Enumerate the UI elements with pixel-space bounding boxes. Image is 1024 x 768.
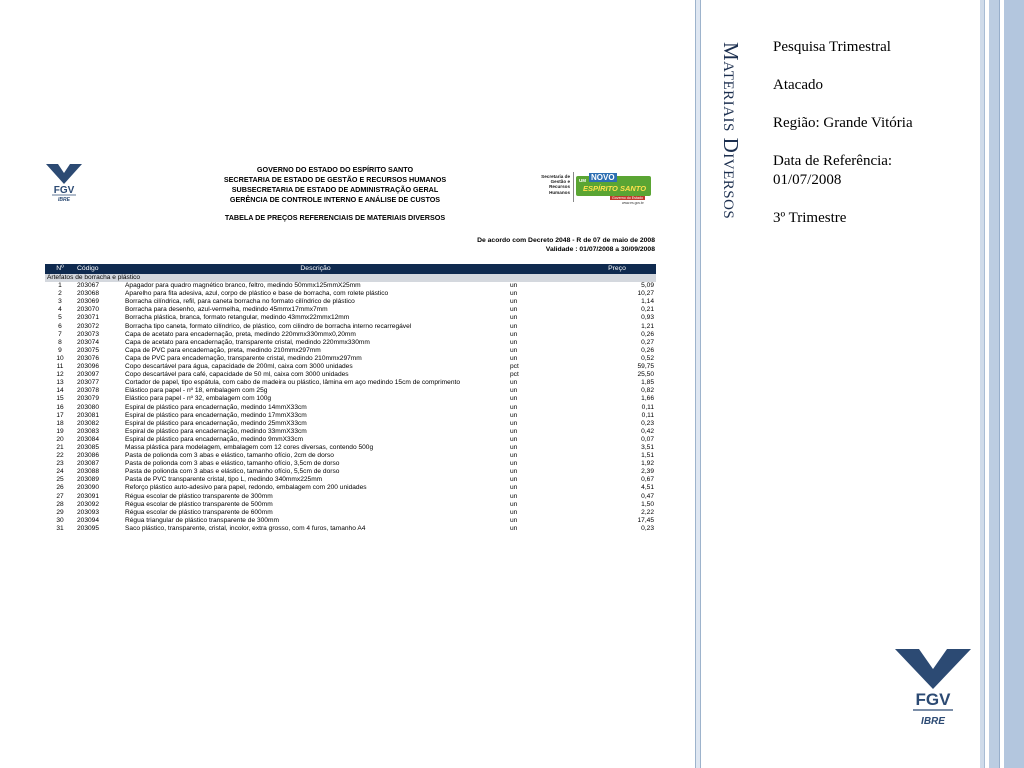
row-unit: un (510, 338, 518, 346)
row-desc: Espiral de plástico para encadernação, medindo 9mmX33cm (125, 435, 304, 443)
row-price: 1,85 (641, 379, 654, 387)
table-row (45, 484, 656, 492)
row-unit: un (510, 460, 518, 468)
row-desc: Espiral de plástico para encadernação, medindo 33mmX33cm (125, 427, 307, 435)
row-code: 203095 (77, 524, 100, 532)
row-unit: un (510, 411, 518, 419)
row-code: 203083 (77, 427, 100, 435)
row-code: 203077 (77, 379, 100, 387)
row-unit: un (510, 435, 518, 443)
row-code: 203090 (77, 484, 100, 492)
row-code: 203091 (77, 492, 100, 500)
row-num: 19 (56, 427, 64, 435)
col-header-num: Nº (45, 264, 75, 274)
row-price: 2,22 (641, 508, 654, 516)
row-unit: un (510, 524, 518, 532)
row-desc: Régua triangular de plástico transparente de 300mm (125, 516, 279, 524)
row-num: 22 (56, 452, 64, 460)
row-num: 16 (56, 403, 64, 411)
header-line: SECRETARIA DE ESTADO DE GESTÃO E RECURSOS HUMANOS (223, 175, 447, 184)
row-unit: un (510, 387, 518, 395)
row-code: 203097 (77, 371, 100, 379)
row-desc: Cortador de papel, tipo espátula, com cabo de madeira ou plástico, lâmina em aço medindo 15cm de comprimento (125, 379, 460, 387)
vertical-title: Materiais Diversos (719, 42, 743, 220)
row-code: 203085 (77, 443, 100, 451)
table-row (45, 395, 656, 403)
row-desc: Borracha cilíndrica, refil, para caneta borracha no formato cilíndrico de plástico (125, 298, 355, 306)
header-line: GERÊNCIA DE CONTROLE INTERNO E ANÁLISE DE CUSTOS (229, 195, 441, 204)
row-num: 28 (56, 500, 64, 508)
row-code: 203086 (77, 452, 100, 460)
ibre-large-text: IBRE (921, 716, 945, 727)
table-row (45, 387, 656, 395)
row-unit: un (510, 354, 518, 362)
row-unit: un (510, 452, 518, 460)
row-num: 8 (58, 338, 62, 346)
table-row (45, 339, 656, 347)
row-num: 20 (56, 435, 64, 443)
table-row (45, 420, 656, 428)
info-segment: Atacado (773, 77, 823, 93)
row-code: 203092 (77, 500, 100, 508)
row-price: 1,14 (641, 298, 654, 306)
row-num: 9 (58, 346, 62, 354)
col-header-desc: Descrição (123, 264, 508, 274)
table-row (45, 298, 656, 306)
table-row (45, 323, 656, 331)
row-num: 21 (56, 443, 64, 451)
row-desc: Reforço plástico auto-adesivo para papel, redondo, embalagem com 200 unidades (125, 484, 367, 492)
row-code: 203071 (77, 314, 100, 322)
row-unit: un (510, 492, 518, 500)
row-price: 0,67 (641, 476, 654, 484)
row-desc: Borracha para desenho, azul-vermelha, medindo 45mmx17mmx7mm (125, 306, 328, 314)
row-desc: Capa de PVC para encadernação, transparente cristal, medindo 210mmx297mm (125, 354, 362, 362)
row-unit: un (510, 298, 518, 306)
row-price: 5,09 (641, 282, 654, 290)
row-desc: Régua escolar de plástico transparente de 600mm (125, 508, 273, 516)
row-code: 203089 (77, 476, 100, 484)
row-code: 203070 (77, 306, 100, 314)
table-row (45, 452, 656, 460)
row-unit: un (510, 379, 518, 387)
row-unit: un (510, 306, 518, 314)
row-num: 23 (56, 460, 64, 468)
row-price: 0,52 (641, 354, 654, 362)
row-desc: Régua escolar de plástico transparente de 500mm (125, 500, 273, 508)
row-price: 0,47 (641, 492, 654, 500)
row-price: 0,82 (641, 387, 654, 395)
row-price: 0,11 (641, 411, 654, 419)
row-num: 14 (56, 387, 64, 395)
row-num: 31 (56, 524, 64, 532)
table-row (45, 355, 656, 363)
table-row (45, 282, 656, 290)
row-price: 10,27 (637, 290, 654, 298)
row-price: 0,42 (641, 427, 654, 435)
row-num: 6 (58, 322, 62, 330)
validity-note (477, 236, 655, 254)
row-unit: un (510, 427, 518, 435)
row-unit: un (510, 443, 518, 451)
row-unit: un (510, 403, 518, 411)
row-desc: Pasta de polionda com 3 abas e elástico, tamanho ofício, 3,5cm de dorso (125, 460, 340, 468)
row-num: 29 (56, 508, 64, 516)
prices-table (45, 264, 656, 533)
row-desc: Copo descartável para café, capacidade de 50 ml, caixa com 3000 unidades (125, 371, 349, 379)
table-row (45, 493, 656, 501)
row-desc: Elástico para papel - nº 18, embalagem com 25g (125, 387, 268, 395)
row-code: 203096 (77, 363, 100, 371)
row-num: 12 (56, 371, 64, 379)
row-unit: un (510, 484, 518, 492)
row-price: 1,92 (641, 460, 654, 468)
row-desc: Pasta de polionda com 3 abas e elástico, tamanho ofício, 2cm de dorso (125, 452, 334, 460)
row-code: 203074 (77, 338, 100, 346)
row-desc: Massa plástica para modelagem, embalagem com 12 cores diversas, contendo 500g (125, 443, 374, 451)
row-desc: Pasta de PVC transparente cristal, tipo L, medindo 340mmx225mm (125, 476, 323, 484)
table-row (45, 460, 656, 468)
row-price: 3,51 (641, 443, 654, 451)
row-unit: un (510, 282, 518, 290)
table-row (45, 444, 656, 452)
decree-line: De acordo com Decreto 2048 - R de 07 de maio de 2008 (477, 237, 655, 244)
table-header-row (45, 264, 656, 274)
table-row (45, 509, 656, 517)
table-row (45, 436, 656, 444)
fgv-logo-large (893, 647, 973, 729)
row-unit: un (510, 468, 518, 476)
row-unit: un (510, 516, 518, 524)
col-header-price: Preço (578, 264, 656, 274)
es-divider (573, 172, 574, 202)
row-code: 203075 (77, 346, 100, 354)
row-price: 0,27 (641, 338, 654, 346)
table-row (45, 314, 656, 322)
es-name-text: ESPÍRITO SANTO (583, 184, 647, 193)
espirito-santo-logo (540, 170, 655, 206)
table-row (45, 517, 656, 525)
row-unit: un (510, 322, 518, 330)
stripe (989, 0, 1000, 768)
row-num: 11 (56, 363, 64, 371)
row-price: 17,45 (637, 516, 654, 524)
es-gov-text: Governo do Estado (612, 196, 643, 200)
table-row (45, 347, 656, 355)
info-panel (773, 38, 943, 247)
table-row (45, 371, 656, 379)
row-desc: Régua escolar de plástico transparente de 300mm (125, 492, 273, 500)
row-price: 1,51 (641, 452, 654, 460)
row-code: 203087 (77, 460, 100, 468)
validity-line: Validade : 01/07/2008 a 30/09/2008 (545, 246, 655, 253)
row-price: 0,21 (641, 306, 654, 314)
row-num: 4 (58, 306, 62, 314)
row-code: 203082 (77, 419, 100, 427)
table-row (45, 363, 656, 371)
fgv-logo-large-text: FGV (915, 690, 951, 709)
row-desc: Espiral de plástico para encadernação, medindo 25mmX33cm (125, 419, 307, 427)
fgv-logo-small (40, 162, 88, 202)
row-price: 0,11 (641, 403, 654, 411)
row-code: 203084 (77, 435, 100, 443)
row-unit: un (510, 314, 518, 322)
row-unit: un (510, 290, 518, 298)
es-secretaria-text: Secretaria de Gestão e Recursos Humanos (541, 174, 570, 195)
vertical-divider (695, 0, 701, 768)
row-num: 27 (56, 492, 64, 500)
table-row (45, 476, 656, 484)
stripe (980, 0, 985, 768)
row-code: 203079 (77, 395, 100, 403)
row-code: 203069 (77, 298, 100, 306)
row-desc: Capa de acetato para encadernação, transparente cristal, medindo 220mmx330mm (125, 338, 370, 346)
info-survey: Pesquisa Trimestral (773, 39, 891, 55)
row-price: 0,26 (641, 330, 654, 338)
row-num: 10 (56, 354, 64, 362)
row-unit: un (510, 500, 518, 508)
table-row (45, 525, 656, 533)
row-desc: Aparelho para fita adesiva, azul, corpo de plástico e base de borracha, com rolete plástico (125, 290, 389, 298)
document-header (200, 165, 470, 223)
info-region: Região: Grande Vitória (773, 115, 913, 131)
table-title: TABELA DE PREÇOS REFERENCIAIS DE MATERIAIS DIVERSOS (224, 213, 446, 222)
row-desc: Borracha tipo caneta, formato cilíndrico, de plástico, com cilindro de borracha interno recarregável (125, 322, 412, 330)
row-price: 0,93 (641, 314, 654, 322)
table-row (45, 404, 656, 412)
row-unit: un (510, 419, 518, 427)
row-num: 26 (56, 484, 64, 492)
ibre-text: IBRE (58, 197, 70, 202)
category-row (45, 274, 656, 282)
info-quarter: 3º Trimestre (773, 210, 847, 226)
es-um-text: UM (579, 178, 586, 183)
es-novo-text: NOVO (591, 173, 615, 182)
row-unit: un (510, 395, 518, 403)
row-code: 203088 (77, 468, 100, 476)
header-line: SUBSECRETARIA DE ESTADO DE ADMINISTRAÇÃO GERAL (231, 185, 439, 194)
row-price: 1,50 (641, 500, 654, 508)
table-row (45, 412, 656, 420)
row-desc: Espiral de plástico para encadernação, medindo 14mmX33cm (125, 403, 307, 411)
row-desc: Apagador para quadro magnético branco, feltro, medindo 50mmx125mmX25mm (125, 282, 361, 290)
table-row (45, 306, 656, 314)
row-num: 17 (56, 411, 64, 419)
row-price: 0,23 (641, 419, 654, 427)
es-url-text: www.es.gov.br (622, 201, 644, 205)
row-num: 1 (58, 282, 62, 290)
stripe (1004, 0, 1024, 768)
table-row (45, 379, 656, 387)
row-num: 25 (56, 476, 64, 484)
row-code: 203094 (77, 516, 100, 524)
row-num: 3 (58, 298, 62, 306)
row-desc: Pasta de polionda com 3 abas e elástico, tamanho ofício, 5,5cm de dorso (125, 468, 340, 476)
row-desc: Copo descartável para água, capacidade de 200ml, caixa com 3000 unidades (125, 363, 353, 371)
row-unit: un (510, 330, 518, 338)
row-num: 2 (58, 290, 62, 298)
row-desc: Borracha plástica, branca, formato retangular, medindo 43mmx22mmx12mm (125, 314, 350, 322)
row-num: 7 (58, 330, 62, 338)
row-code: 203078 (77, 387, 100, 395)
row-unit: pct (510, 363, 519, 371)
row-num: 13 (56, 379, 64, 387)
row-price: 25,50 (637, 371, 654, 379)
row-price: 0,07 (641, 435, 654, 443)
row-unit: pct (510, 371, 519, 379)
row-unit: un (510, 476, 518, 484)
row-code: 203073 (77, 330, 100, 338)
row-desc: Capa de acetato para encadernação, preta, medindo 220mmx330mmx0,20mm (125, 330, 356, 338)
row-code: 203093 (77, 508, 100, 516)
row-code: 203076 (77, 354, 100, 362)
row-price: 2,39 (641, 468, 654, 476)
row-desc: Elástico para papel - nº 32, embalagem com 100g (125, 395, 272, 403)
row-code: 203072 (77, 322, 100, 330)
row-price: 1,21 (641, 322, 654, 330)
row-price: 0,26 (641, 346, 654, 354)
row-price: 4,51 (641, 484, 654, 492)
row-price: 1,66 (641, 395, 654, 403)
table-row (45, 468, 656, 476)
col-header-unit (508, 264, 578, 274)
row-price: 59,75 (637, 363, 654, 371)
row-num: 18 (56, 419, 64, 427)
row-desc: Espiral de plástico para encadernação, medindo 17mmX33cm (125, 411, 307, 419)
row-code: 203068 (77, 290, 100, 298)
row-num: 5 (58, 314, 62, 322)
decorative-stripes (980, 0, 1024, 768)
table-row (45, 428, 656, 436)
row-code: 203081 (77, 411, 100, 419)
table-row (45, 331, 656, 339)
row-code: 203080 (77, 403, 100, 411)
row-unit: un (510, 508, 518, 516)
col-header-code: Código (75, 264, 123, 274)
table-row (45, 290, 656, 298)
row-num: 30 (56, 516, 64, 524)
row-unit: un (510, 346, 518, 354)
table-row (45, 501, 656, 509)
row-num: 24 (56, 468, 64, 476)
row-code: 203067 (77, 282, 100, 290)
info-reference-date: Data de Referência: 01/07/2008 (773, 153, 893, 188)
row-num: 15 (56, 395, 64, 403)
fgv-logo-text: FGV (53, 185, 75, 196)
category-label: Artefatos de borracha e plástico (45, 274, 656, 282)
row-desc: Saco plástico, transparente, cristal, incolor, extra grosso, com 4 furos, tamanho A4 (125, 524, 366, 532)
row-price: 0,23 (641, 524, 654, 532)
header-line: GOVERNO DO ESTADO DO ESPÍRITO SANTO (256, 165, 414, 174)
row-desc: Capa de PVC para encadernação, preta, medindo 210mmx297mm (125, 346, 321, 354)
